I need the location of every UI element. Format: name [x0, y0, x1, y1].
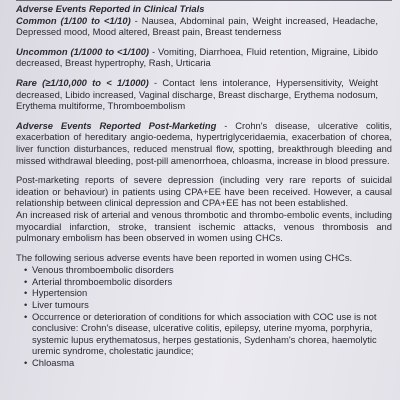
common-label: Common (1/100 to <1/10)	[16, 14, 131, 26]
uncommon-text: - Vomiting, Diarrhoea, Fluid retention, Migraine, Libido decreased, Breast hypertrophy, Rash, Urticaria	[16, 45, 378, 69]
rare-paragraph	[16, 77, 392, 112]
thrombo-paragraph: An increased risk of arterial and venous thrombotic and thrombo-embolic events, including myocardial infarction, stroke, transient ischemic attacks, venous thrombosis and pulmonary embolism has been observed in women using CHCs.	[16, 208, 392, 244]
list-item: • Occurrence or deterioration of conditions for which association with COC use is not conclusive: Crohn's disease, ulcerative colitis, epilepsy, uterine myoma, porphyria, systemic lupus erythematosus, herpes gestationis, Sydenham's chorea, haemolytic uremic syndrome, cholestatic jaundice;	[24, 311, 392, 357]
post-marketing-label: Adverse Events Reported Post-Marketing	[16, 119, 217, 131]
common-text: - Nausea, Abdominal pain, Weight increased, Headache, Depressed mood, Mood altered, Breast pain, Breast tenderness	[16, 14, 378, 38]
rare-label: Rare (≥1/10,000 to < 1/1000)	[16, 76, 149, 88]
rare-text: - Contact lens intolerance, Hypersensitivity, Weight decreased, Libido increased, Vaginal discharge, Breast discharge, Erythema nodosum, Erythema multiforme, Thromboembolism	[16, 76, 378, 112]
list-item: • Liver tumours	[24, 299, 392, 311]
list-item: • Arterial thromboembolic disorders	[24, 276, 392, 288]
list-item: • Hypertension	[24, 287, 392, 299]
serious-events-list	[16, 264, 392, 368]
uncommon-paragraph	[16, 46, 392, 69]
post-marketing-text: - Crohn's disease, ulcerative colitis, exacerbation of hereditary angio-oedema, hypertriglyceridaemia, exacerbation of chorea, liver function disturbances, reduced menstrual flow, spotting, breakthrough bleeding and missed withdrawal bleeding, post-pill amenorrhoea, chloasma, increase in blood pressure.	[16, 119, 392, 166]
list-item: • Chloasma	[24, 357, 392, 369]
post-marketing-paragraph	[16, 120, 392, 166]
serious-intro: The following serious adverse events have been reported in women using CHCs.	[16, 251, 353, 263]
top-divider	[16, 0, 392, 1]
common-paragraph	[16, 15, 392, 38]
list-item: • Venous thromboembolic disorders	[24, 264, 392, 276]
uncommon-label: Uncommon (1/1000 to <1/100)	[16, 45, 150, 57]
section-title: Adverse Events Reported in Clinical Trials	[16, 3, 205, 14]
depression-paragraph: Post-marketing reports of severe depression (including very rare reports of suicidal ideation or behaviour) in patients using CPA+EE have been received. However, a causal relationship between clinical depression and CPA+EE has not been established.	[16, 174, 392, 209]
